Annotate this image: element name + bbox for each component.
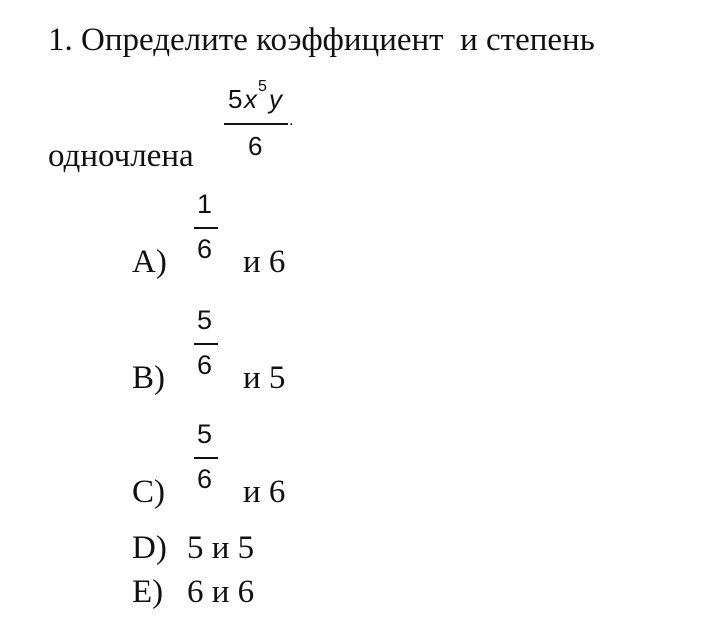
option-letter: B): [132, 360, 165, 396]
option-letter: C): [132, 474, 165, 510]
option-fraction-bar: [194, 457, 218, 459]
option-denominator: 6: [197, 464, 213, 494]
option-numerator: 1: [197, 189, 213, 219]
monomial-var-x: x: [244, 84, 257, 114]
question-line-1: Определите коэффициент и степень: [81, 22, 595, 58]
question-text: [48, 24, 595, 57]
option-letter: E): [132, 574, 164, 610]
option-rest: и 5: [243, 360, 286, 396]
option-text: 6 и 6: [187, 574, 255, 610]
option-fraction-bar: [194, 227, 218, 229]
monomial-end-punct: .: [289, 112, 294, 129]
option-text: 5 и 5: [187, 530, 255, 566]
option-rest: и 6: [243, 244, 286, 280]
option-denominator: 6: [197, 234, 213, 264]
monomial-coef: 5: [228, 84, 243, 114]
option-fraction-bar: [194, 343, 218, 345]
option-numerator: 5: [197, 419, 213, 449]
option-denominator: 6: [197, 350, 213, 380]
monomial-denominator: 6: [248, 131, 263, 161]
question-number: 1.: [48, 22, 73, 58]
monomial-exponent: 5: [258, 78, 267, 95]
option-numerator: 5: [197, 305, 213, 335]
question-line-2: одночлена: [48, 138, 194, 174]
option-letter: D): [132, 530, 167, 566]
monomial-var-y: y: [269, 84, 282, 114]
option-rest: и 6: [243, 474, 286, 510]
monomial-fraction-bar: [224, 123, 288, 125]
option-letter: A): [132, 244, 167, 280]
